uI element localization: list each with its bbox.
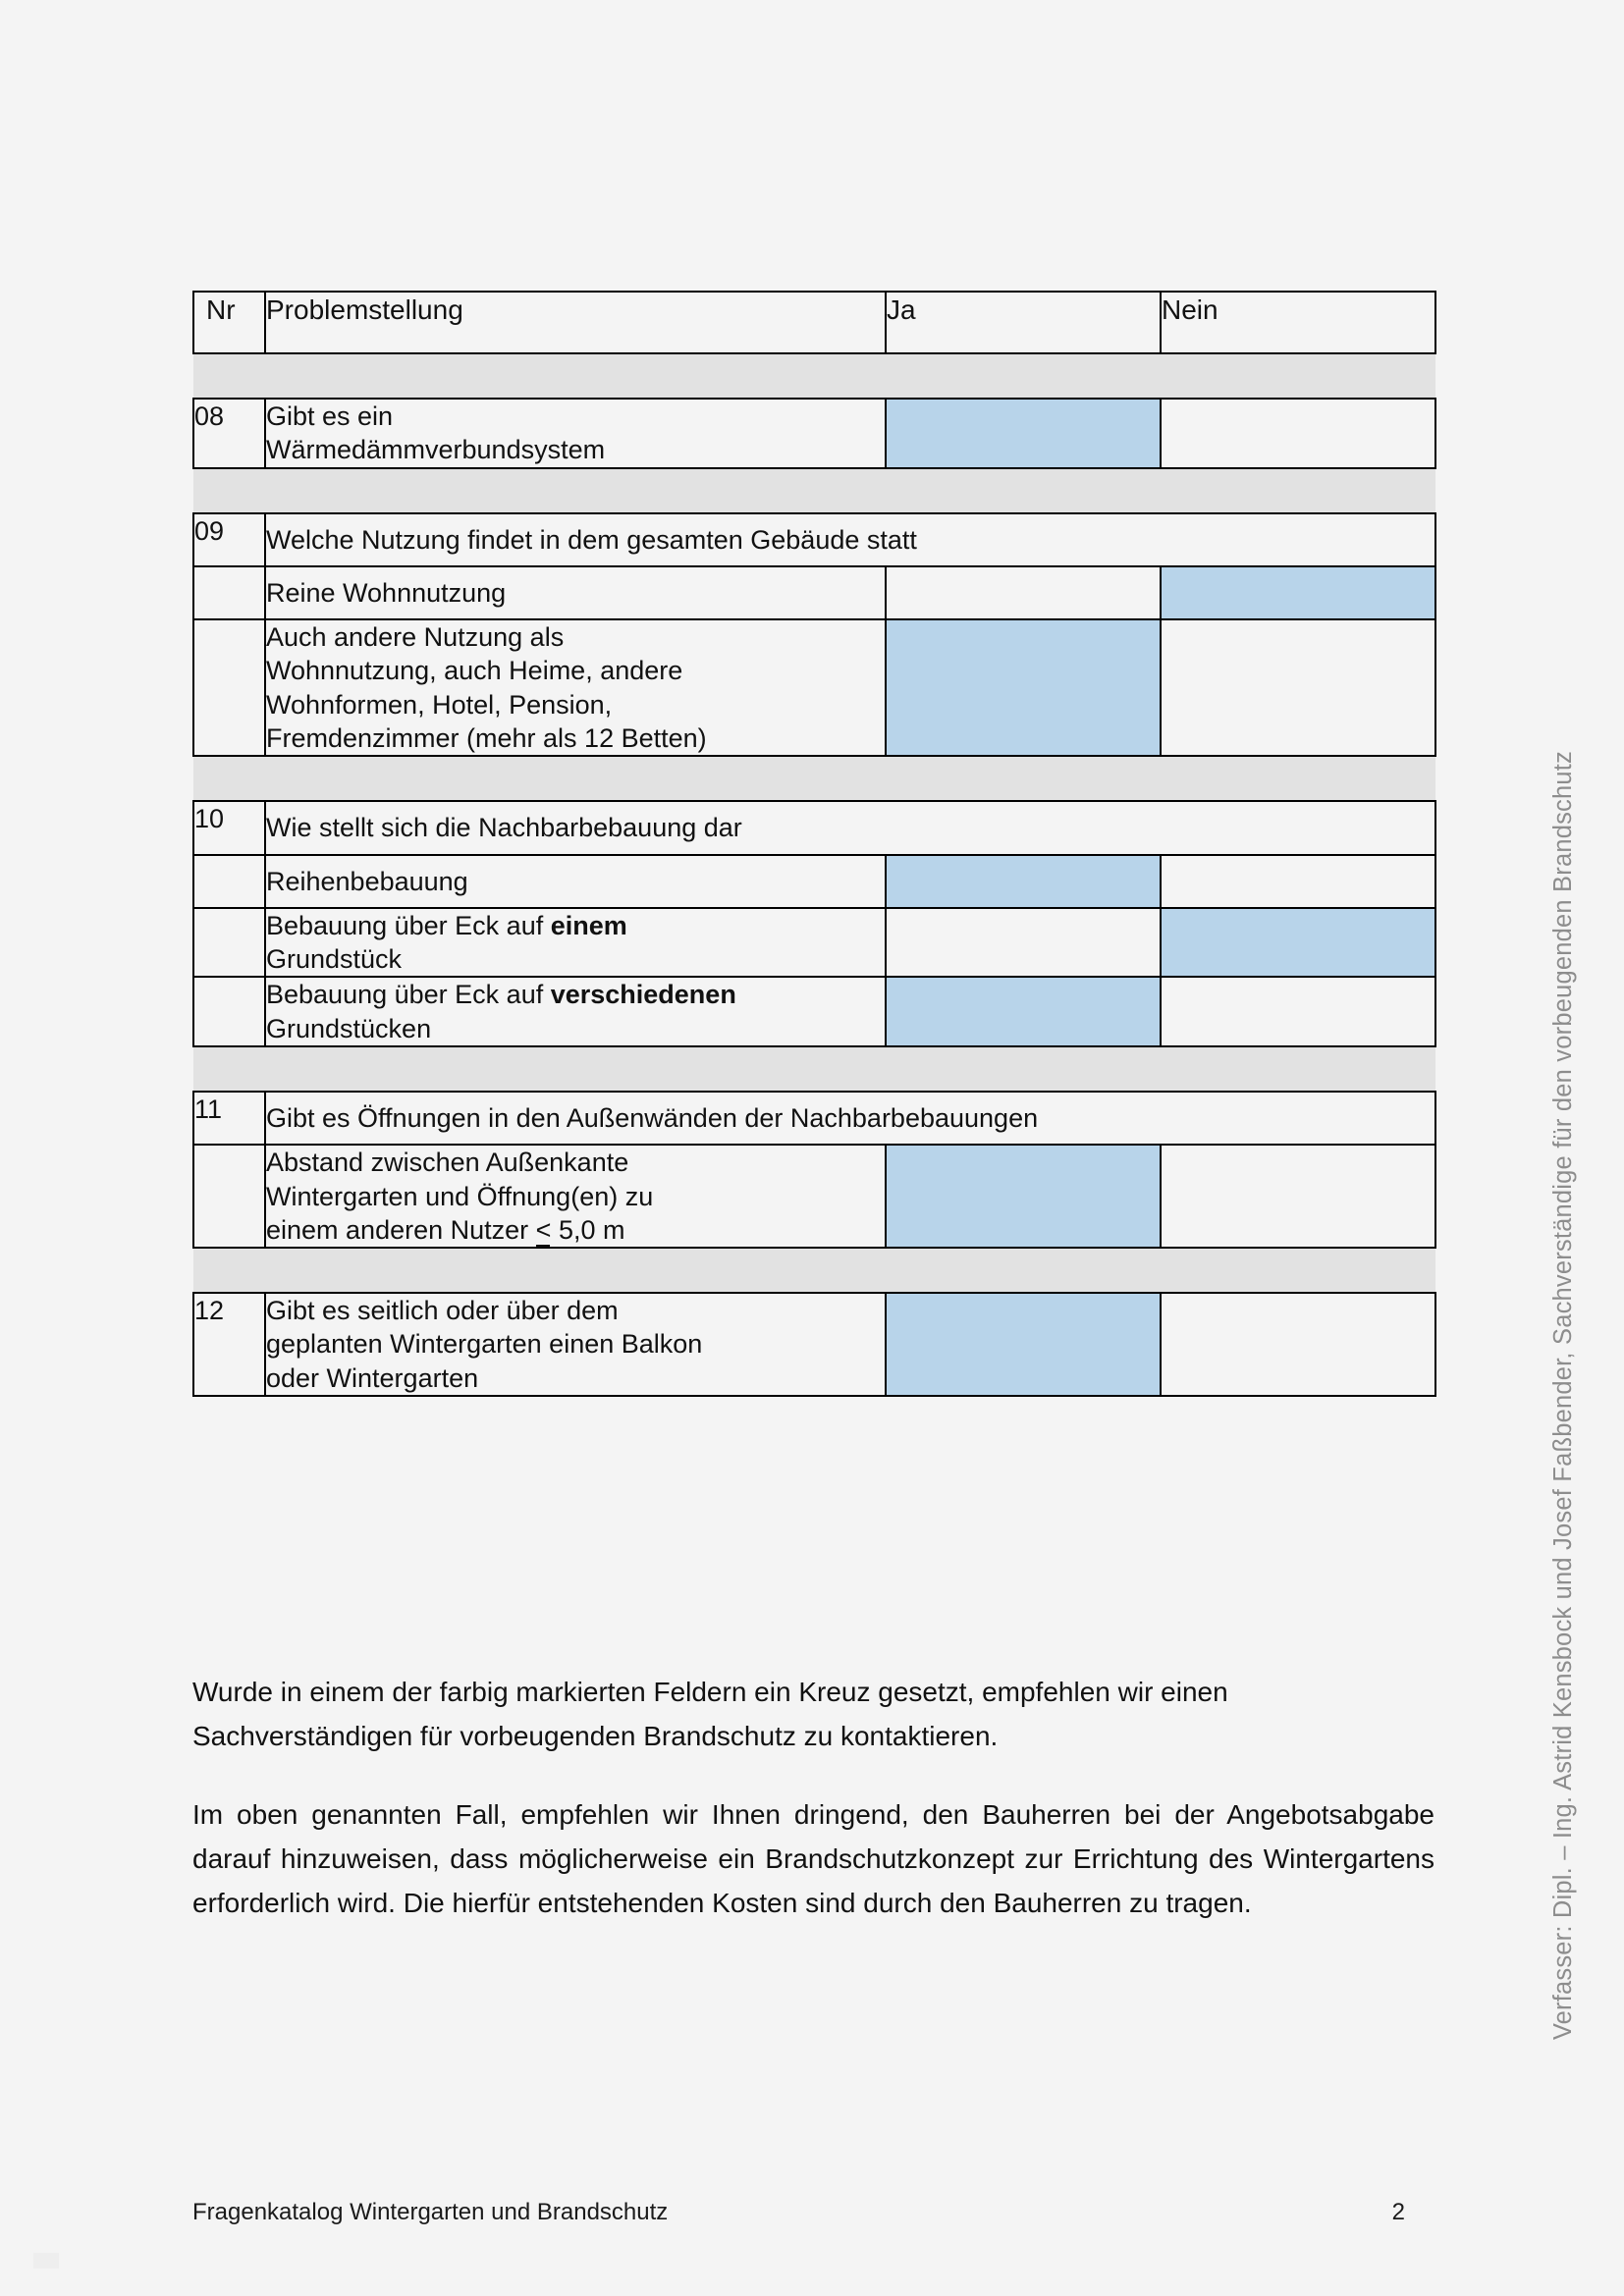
closing-note-paragraph-2: Im oben genannten Fall, empfehlen wir Ihnen dringend, den Bauherren bei der Angebotsabgabe darauf hinzuweisen, dass möglicherweise ein Brandschutzkonzept zur Errichtung des Wintergartens erforderlich wird. Die hierfür entstehenden Kosten sind durch den Bauherren zu tragen.: [192, 1798, 1435, 1919]
answer-cell-ja[interactable]: [886, 908, 1161, 978]
answer-cell-ja-marked[interactable]: [886, 619, 1161, 756]
answer-cell-ja-marked[interactable]: [886, 399, 1161, 468]
table-spacer-cell: [193, 468, 1435, 513]
table-spacer-cell: [193, 756, 1435, 801]
answer-cell-nein[interactable]: [1161, 855, 1435, 908]
table-spacer-row: [193, 353, 1435, 399]
table-spacer-row: [193, 756, 1435, 801]
table-spacer-row: [193, 1046, 1435, 1092]
row-problem-cell: Reine Wohnnutzung: [265, 566, 886, 619]
answer-cell-ja-marked[interactable]: [886, 977, 1161, 1046]
row-number-cell: 08: [193, 399, 265, 468]
table-row: [193, 619, 1435, 756]
table-row: [193, 1092, 1435, 1145]
questionnaire-table-wrapper: [192, 291, 1435, 1397]
row-problem-cell: Auch andere Nutzung als Wohnnutzung, auch Heime, andere Wohnformen, Hotel, Pension, Fremdenzimmer (mehr als 12 Betten): [265, 619, 886, 756]
header-cell-nr: Nr: [193, 292, 265, 353]
answer-cell-ja-marked[interactable]: [886, 1293, 1161, 1396]
row-number-cell: [193, 619, 265, 756]
answer-cell-nein-marked[interactable]: [1161, 566, 1435, 619]
answer-cell-ja[interactable]: [886, 566, 1161, 619]
row-problem-cell: Gibt es seitlich oder über dem geplanten Wintergarten einen Balkon oder Wintergarten: [265, 1293, 886, 1396]
answer-cell-nein-marked[interactable]: [1161, 908, 1435, 978]
row-number-cell: 11: [193, 1092, 265, 1145]
table-spacer-cell: [193, 1046, 1435, 1092]
row-problem-cell: Wie stellt sich die Nachbarbebauung dar: [265, 801, 1435, 854]
answer-cell-nein[interactable]: [1161, 1293, 1435, 1396]
row-problem-cell: Bebauung über Eck auf einem Grundstück: [265, 908, 886, 978]
row-number-cell: [193, 908, 265, 978]
closing-note-paragraph-1: Wurde in einem der farbig markierten Feldern ein Kreuz gesetzt, empfehlen wir einen Sachverständigen für vorbeugenden Brandschutz zu kontaktieren.: [192, 1677, 1228, 1752]
table-spacer-row: [193, 1248, 1435, 1293]
row-number-cell: 12: [193, 1293, 265, 1396]
row-problem-cell: Abstand zwischen Außenkante Wintergarten und Öffnung(en) zu einem anderen Nutzer < 5,0 m: [265, 1145, 886, 1248]
row-number-cell: 10: [193, 801, 265, 854]
table-row: [193, 566, 1435, 619]
footer-title: Fragenkatalog Wintergarten und Brandschutz: [192, 2199, 669, 2225]
header-cell-nein: Nein: [1161, 292, 1435, 353]
row-problem-cell: Bebauung über Eck auf verschiedenen Grundstücken: [265, 977, 886, 1046]
row-number-cell: [193, 977, 265, 1046]
table-spacer-cell: [193, 1248, 1435, 1293]
footer-page-number: 2: [1391, 2199, 1405, 2225]
table-spacer-row: [193, 468, 1435, 513]
answer-cell-ja-marked[interactable]: [886, 855, 1161, 908]
table-row: [193, 513, 1435, 566]
questionnaire-table: [192, 291, 1436, 1397]
vertical-author-credit: [1536, 283, 1591, 2040]
answer-cell-nein[interactable]: [1161, 977, 1435, 1046]
row-number-cell: [193, 1145, 265, 1248]
answer-cell-nein[interactable]: [1161, 399, 1435, 468]
closing-notes: [192, 1670, 1435, 1926]
table-row: [193, 977, 1435, 1046]
row-number-cell: [193, 566, 265, 619]
row-number-cell: [193, 855, 265, 908]
table-spacer-cell: [193, 353, 1435, 399]
header-cell-problem: Problemstellung: [265, 292, 886, 353]
row-problem-cell: Reihenbebauung: [265, 855, 886, 908]
row-problem-cell: Gibt es ein Wärmedämmverbundsystem: [265, 399, 886, 468]
table-row: [193, 1145, 1435, 1248]
page-footer: [192, 2199, 1435, 2226]
answer-cell-ja-marked[interactable]: [886, 1145, 1161, 1248]
table-header-row: [193, 292, 1435, 353]
row-problem-cell: Welche Nutzung findet in dem gesamten Gebäude statt: [265, 513, 1435, 566]
header-cell-ja: Ja: [886, 292, 1161, 353]
row-number-cell: 09: [193, 513, 265, 566]
row-problem-cell: Gibt es Öffnungen in den Außenwänden der Nachbarbebauungen: [265, 1092, 1435, 1145]
answer-cell-nein[interactable]: [1161, 619, 1435, 756]
table-row: [193, 399, 1435, 468]
scan-edge-artifact: [33, 2253, 59, 2269]
answer-cell-nein[interactable]: [1161, 1145, 1435, 1248]
vertical-author-credit-text: Verfasser: Dipl. – Ing. Astrid Kensbock und Josef Faßbender, Sachverständige für den vorbeugenden Brandschutz: [1548, 750, 1577, 2040]
table-row: [193, 801, 1435, 854]
table-row: [193, 1293, 1435, 1396]
table-row: [193, 855, 1435, 908]
table-row: [193, 908, 1435, 978]
